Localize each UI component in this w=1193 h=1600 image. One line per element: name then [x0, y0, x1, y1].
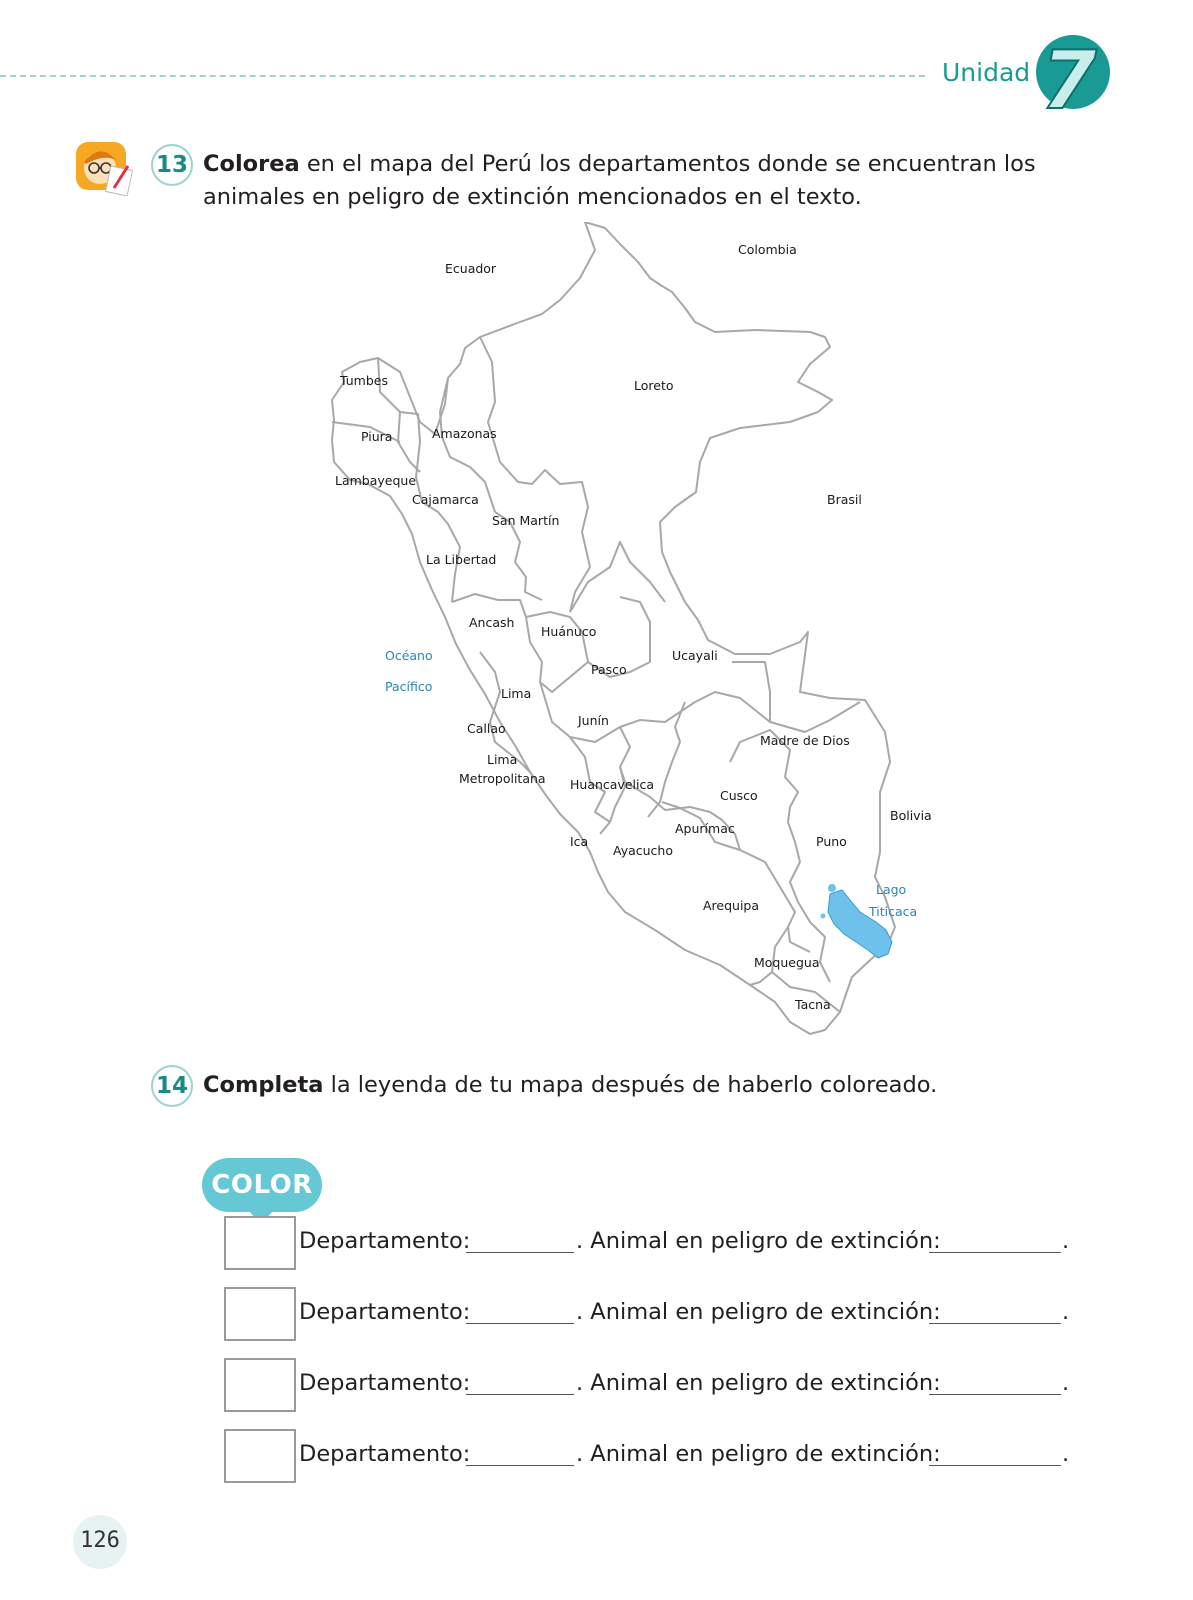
label-ucayali: Ucayali: [672, 648, 718, 663]
label-tumbes: Tumbes: [340, 373, 388, 388]
activity-14-instructions: [203, 1069, 937, 1102]
label-lima: Lima: [501, 686, 532, 701]
activity-13-text-line1: en el mapa del Perú los departamentos donde se encuentran los: [299, 151, 1036, 177]
animal-blank-4[interactable]: [929, 1465, 1061, 1466]
color-swatch-box-4[interactable]: [224, 1429, 296, 1483]
label-ecuador: Ecuador: [445, 261, 497, 276]
color-swatch-box-1[interactable]: [224, 1216, 296, 1270]
department-blank-4[interactable]: [466, 1465, 574, 1466]
department-blank-2[interactable]: [466, 1323, 574, 1324]
color-swatch-box-3[interactable]: [224, 1358, 296, 1412]
label-loreto: Loreto: [634, 378, 674, 393]
activity-14-verb: Completa: [203, 1072, 324, 1098]
label-apurimac: Apurímac: [675, 821, 735, 836]
label-moquegua: Moquegua: [754, 955, 820, 970]
activity-13-number: 13: [151, 144, 193, 186]
label-pasco: Pasco: [591, 662, 627, 677]
animal-label: . Animal en peligro de extinción:: [576, 1228, 941, 1254]
activity-13-text-line2: animales en peligro de extinción mencionados en el texto.: [203, 184, 862, 210]
legend-row: [224, 1216, 1124, 1272]
unit-label: Unidad: [942, 58, 1031, 87]
peru-outline: [332, 222, 895, 1034]
label-la-libertad: La Libertad: [426, 552, 497, 567]
label-junin: Junín: [578, 713, 609, 728]
label-ica: Ica: [570, 834, 589, 849]
department-label: Departamento:: [299, 1228, 471, 1254]
label-cusco: Cusco: [720, 788, 758, 803]
label-pacifico: Pacífico: [385, 679, 433, 694]
legend-row: [224, 1358, 1124, 1414]
activity-14-number: 14: [151, 1065, 193, 1107]
label-huancavelica: Huancavelica: [570, 777, 655, 792]
label-ayacucho: Ayacucho: [613, 843, 673, 858]
row-end-period: .: [1062, 1370, 1070, 1396]
label-lambayeque: Lambayeque: [335, 473, 417, 488]
department-blank-3[interactable]: [466, 1394, 574, 1395]
label-oceano: Océano: [385, 648, 433, 663]
activity-13-instructions: [203, 148, 1036, 214]
student-writing-icon: [74, 140, 136, 196]
page-number: 126: [80, 1528, 120, 1553]
animal-label: . Animal en peligro de extinción:: [576, 1370, 941, 1396]
department-label: Departamento:: [299, 1441, 471, 1467]
department-label: Departamento:: [299, 1370, 471, 1396]
unit-number-badge: [1033, 32, 1125, 124]
label-callao: Callao: [467, 721, 506, 736]
label-lago: Lago: [876, 882, 907, 897]
color-legend-tag: COLOR: [202, 1158, 322, 1212]
department-label: Departamento:: [299, 1299, 471, 1325]
label-san-martin: San Martín: [492, 513, 560, 528]
label-cajamarca: Cajamarca: [412, 492, 479, 507]
label-madre-de-dios: Madre de Dios: [760, 733, 850, 748]
row-end-period: .: [1062, 1441, 1070, 1467]
animal-blank-2[interactable]: [929, 1323, 1061, 1324]
animal-blank-1[interactable]: [929, 1252, 1061, 1253]
label-lima-metro-line2: Metropolitana: [459, 771, 546, 786]
label-huanuco: Huánuco: [541, 624, 597, 639]
activity-13-verb: Colorea: [203, 151, 300, 177]
label-ancash: Ancash: [469, 615, 515, 630]
animal-label: . Animal en peligro de extinción:: [576, 1299, 941, 1325]
unit-number: 7: [1041, 34, 1097, 124]
label-colombia: Colombia: [738, 242, 797, 257]
label-titicaca: Titicaca: [869, 904, 918, 919]
label-brasil: Brasil: [827, 492, 862, 507]
label-lima-metro-line1: Lima: [487, 752, 518, 767]
label-tacna: Tacna: [795, 997, 831, 1012]
label-amazonas: Amazonas: [432, 426, 497, 441]
animal-label: . Animal en peligro de extinción:: [576, 1441, 941, 1467]
activity-14-text: la leyenda de tu mapa después de haberlo coloreado.: [323, 1072, 938, 1098]
legend-row: [224, 1429, 1124, 1485]
row-end-period: .: [1062, 1299, 1070, 1325]
label-bolivia: Bolivia: [890, 808, 932, 823]
header-dashed-line: [0, 75, 925, 77]
color-swatch-box-2[interactable]: [224, 1287, 296, 1341]
row-end-period: .: [1062, 1228, 1070, 1254]
label-piura: Piura: [361, 429, 393, 444]
department-blank-1[interactable]: [466, 1252, 574, 1253]
animal-blank-3[interactable]: [929, 1394, 1061, 1395]
label-arequipa: Arequipa: [703, 898, 760, 913]
peru-map[interactable]: [320, 222, 950, 1062]
legend-row: [224, 1287, 1124, 1343]
label-puno: Puno: [816, 834, 847, 849]
